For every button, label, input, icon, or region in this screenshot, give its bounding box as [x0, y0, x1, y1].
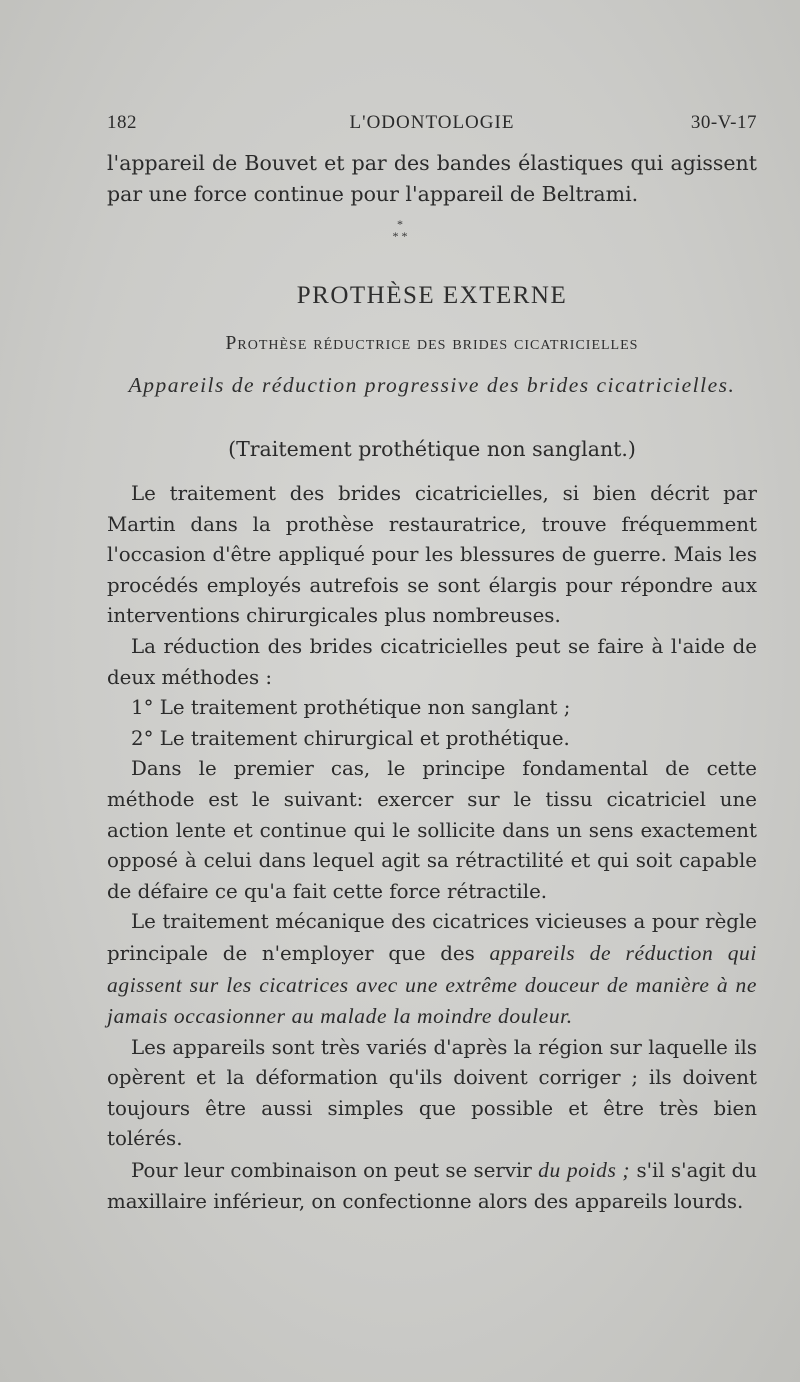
intro-paragraph [107, 148, 757, 209]
paragraph-6-text: Pour leur combinaison on peut se servir [131, 1159, 539, 1183]
asterism-top: * [397, 217, 403, 231]
paragraph-4 [107, 907, 757, 1032]
issue-date: 30-V-17 [690, 112, 757, 133]
asterism-divider [0, 218, 800, 242]
paragraph-4-text: Le traitement mécanique des cicatrices vicieuses a pour règle principale de n'employer que des [107, 910, 757, 965]
journal-title: L'ODONTOLOGIE [349, 112, 515, 133]
main-text [107, 479, 757, 1217]
italic-heading: Appareils de réduction progressive des brides cicatricielles. [128, 373, 736, 397]
list-item-2: 2° Le traitement chirurgical et prothétique. [131, 726, 570, 750]
asterism-bottom: * * [392, 229, 408, 243]
page-number: 182 [107, 112, 137, 133]
paragraph-6 [107, 1155, 757, 1217]
paragraph-6-end: s'il s'agit du maxillaire inférieur, on confectionne alors des appareils lourds. [107, 1159, 758, 1213]
running-header [107, 112, 757, 138]
paragraph-3: Dans le premier cas, le principe fondamental de cette méthode est le suivant: exercer sur le tissu cicatriciel une action lente et continue qui le sollicite dans un sens exactement opposé à celui dans lequel agit sa rétractilité et qui soit capable de défaire ce qu'a fait cette force rétractile. [107, 757, 757, 903]
intro-text: l'appareil de Bouvet et par des bandes élastiques qui agissent par une force continue pour l'appareil de Beltrami. [107, 151, 757, 206]
paragraph-5: Les appareils sont très variés d'après la région sur laquelle ils opèrent et la déformation qu'ils doivent corriger ; ils doivent toujours être aussi simples que possible et être très bien tolérés. [107, 1035, 757, 1151]
list-item-1: 1° Le traitement prothétique non sanglant ; [131, 696, 571, 720]
paragraph-6-emphasis: du poids ; [538, 1158, 631, 1183]
paragraph-4-emphasis: appareils de réduction qui agissent sur les cicatrices avec une extrême douceur de manière à ne jamais occasionner au malade la moindre douleur. [107, 940, 757, 1029]
subsection-title: Prothèse réductrice des brides cicatricielles [225, 333, 639, 354]
parenthetical-note: (Traitement prothétique non sanglant.) [228, 437, 636, 461]
paragraph-2: La réduction des brides cicatricielles peut se faire à l'aide de deux méthodes : [107, 634, 757, 689]
section-title: PROTHÈSE EXTERNE [296, 282, 568, 309]
paragraph-1: Le traitement des brides cicatricielles, si bien décrit par Martin dans la prothèse restauratrice, trouve fréquemment l'occasion d'être appliqué pour les blessures de guerre. Mais les procédés employés autrefois se sont élargis pour répondre aux interventions chirurgicales plus nombreuses. [107, 482, 757, 628]
